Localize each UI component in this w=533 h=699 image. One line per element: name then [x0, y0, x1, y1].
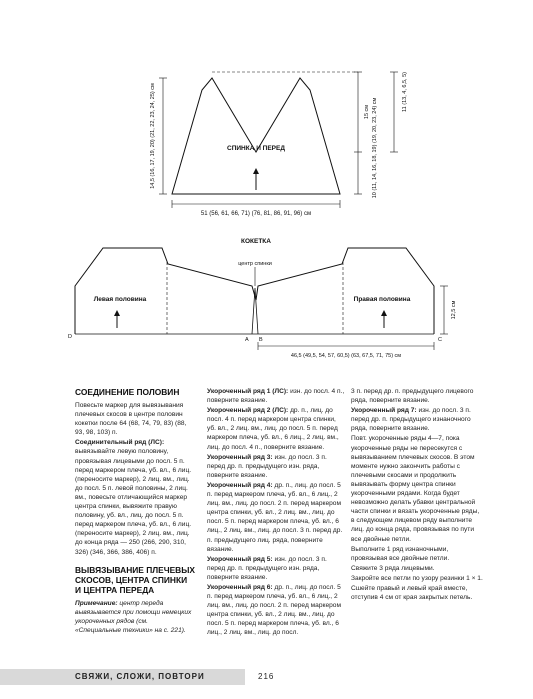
text-column-2 — [207, 387, 346, 639]
paragraph-note — [75, 599, 195, 635]
short-row-1-text: изн. до посл. 4 п., поверните вязание. — [207, 388, 345, 405]
back-front-top-dim: 15 см — [364, 104, 370, 120]
back-front-label: СПИНКА И ПЕРЕД — [227, 145, 285, 152]
paragraph-joining-row — [75, 438, 195, 556]
short-row-3 — [207, 453, 346, 480]
point-a: A — [245, 337, 249, 343]
label-joining-row: Соединительный ряд (ЛС): — [75, 439, 165, 447]
text-note: центр переда вывязывается при помощи немецких укороченных рядов (см. «Специальные техники» на с. 221). — [75, 599, 192, 634]
yoke-height-dim: 12,5 см — [451, 300, 457, 320]
short-row-4-label: Укороченный ряд 4: — [207, 481, 273, 489]
point-c: C — [438, 337, 442, 343]
back-center-label: центр спинки — [238, 261, 272, 267]
repeat-paragraph: Повт. укороченные ряды 4—7, пока укороченные ряды не пересекутся с вывязыванием плечевых скосов. В этом моменте нужно закончить работы с плечевыми скосами и продолжить вывязывать форму центра спинки укороченными рядами. Когда будет невозможно делать убавки центральной части спинки и вязать укороченные ряды, в следующем лицевом ряду выполните лиц. до конца ряда, провязывая по пути все двойные петли. — [351, 435, 480, 543]
short-row-6 — [207, 583, 346, 638]
yoke-title: КОКЕТКА — [241, 238, 271, 245]
heading-joining-halves: СОЕДИНЕНИЕ ПОЛОВИН — [75, 387, 180, 397]
short-row-3-text: изн. до посл. 3 п. перед др. п. предыдущего изн. ряда, поверните вязание. — [207, 453, 327, 479]
paragraph-marker: Повесьте маркер для вывязывания плечевых скосов в центре половин кокетки после 64 (68, 74, 79, 83) (88, 93, 98, 103) п. — [75, 402, 187, 437]
back-front-right-dim: 11 (13, 4, 6,5, 5) — [402, 72, 408, 112]
back-front-width-dim: 51 (56, 61, 66, 71) (76, 81, 86, 91, 96) см — [200, 211, 312, 217]
purl-row-paragraph: Выполните 1 ряд изнаночными, провязывая все двойные петли. — [351, 545, 450, 562]
text-joining-row: вывязывайте левую половину, провязывая лицевыми до посл. 5 п. перед маркером плеча, уб. вл., 6 лиц. (переносите маркер), 2 лиц. вм., лиц. до посл. 5 п. левой половины, 2 лиц. вм., повесьте отличающийся маркер центра спинки, вывяжите правую половину, уб. вл., лиц. до посл. 5 п. перед маркером плеча, уб. вл., 6 лиц. (переносите маркер), 2 лиц. вм., лиц. до конца ряда — 250 (266, 290, 310, 326) (346, 366, 386, 406) п. — [75, 448, 192, 556]
short-row-4 — [207, 481, 346, 554]
short-row-2-label: Укороченный ряд 2 (ЛС): — [207, 407, 289, 415]
left-half-label: Левая половина — [93, 296, 147, 303]
short-row-7-label: Укороченный ряд 7: — [351, 407, 417, 415]
short-row-6-text: др. п., лиц. до посл. 5 п. перед маркером плеча, уб. вл., 6 лиц., 2 лиц. вм., лиц. до посл. 2 п. перед маркером центра спинки, уб. вл., 2 лиц. вм., лиц. до посл. 5 п. перед маркером плеча, уб. вл., 6 лиц., 2 лиц. вм., лиц. до посл. — [207, 583, 341, 637]
footer-book-title: СВЯЖИ, СЛОЖИ, ПОВТОРИ — [75, 672, 205, 681]
right-half-label: Правая половина — [353, 296, 411, 303]
short-row-3-label: Укороченный ряд 3: — [207, 453, 273, 461]
page-number: 216 — [258, 672, 275, 681]
point-b: B — [259, 337, 263, 343]
knit-rows-paragraph: Свяжите 3 ряда лицевыми. — [351, 564, 435, 572]
short-row-5-text: изн. до посл. 3 п. перед др. п. предыдущего изн. ряда, поверните вязание. — [207, 555, 327, 581]
point-d: D — [68, 334, 72, 340]
text-column-1 — [75, 387, 195, 636]
short-row-6-label: Укороченный ряд 6: — [207, 583, 273, 591]
back-front-height-dim: 14,5 (16, 17, 19, 20) (21, 22, 23, 24, 25) см — [150, 83, 156, 189]
back-front-inner-dim: 10 (11, 14, 16, 18, 19) (19, 20, 23, 24) см — [372, 97, 378, 199]
short-row-4-text: др. п., лиц. до посл. 5 п. перед маркером плеча, уб. вл., 6 лиц., 2 лиц. вм., лиц. до посл. 2 п. перед маркером центра спинки, уб. вл., 2 лиц. вм., лиц. до посл. 5 п. перед маркером плеча, уб. вл., 6 лиц., 2 лиц. вм., лиц. до посл. 3 п. перед др. п. предыдущего лиц. ряда, поверните вязание. — [207, 481, 343, 553]
short-row-7-text: изн. до посл. 3 п. перед др. п. предыдущего изнаночного ряда, поверните вязание. — [351, 407, 471, 433]
bind-off-paragraph: Закройте все петли по узору резинки 1 × 1. — [351, 574, 483, 582]
short-row-2 — [207, 406, 346, 451]
yoke-width-dim: 46,5 (49,5, 54, 57, 60,5) (63, 67,5, 71, 75) см — [290, 353, 402, 359]
heading-shoulder-shaping: ВЫВЯЗЫВАНИЕ ПЛЕЧЕВЫХ СКОСОВ, ЦЕНТРА СПИНКИ И ЦЕНТРА ПЕРЕДА — [75, 564, 195, 595]
short-row-1-label: Укороченный ряд 1 (ЛС): — [207, 388, 289, 395]
short-row-5 — [207, 555, 346, 582]
short-row-2-text: др. п., лиц. до посл. 4 п. перед маркером центра спинки, уб. вл., 2 лиц. вм., лиц. до посл. 5 п. перед маркером плеча, уб. вл., 6 лиц., 2 лиц. вм., лиц. до посл. 4 п., поверните вязание. — [207, 407, 339, 451]
short-row-7 — [351, 406, 484, 433]
text-column-3 — [351, 387, 484, 603]
short-row-5-label: Укороченный ряд 5: — [207, 555, 273, 563]
seam-paragraph: Сшейте правый и левый край вместе, отступив 4 см от края закрытых петель. — [351, 584, 473, 602]
page-footer — [0, 669, 533, 685]
continuation-paragraph: 3 п. перед др. п. предыдущего лицевого ряда, поверните вязание. — [351, 388, 474, 405]
short-row-1 — [207, 387, 346, 405]
label-note: Примечание: — [75, 599, 118, 607]
back-front-schematic — [159, 72, 398, 208]
